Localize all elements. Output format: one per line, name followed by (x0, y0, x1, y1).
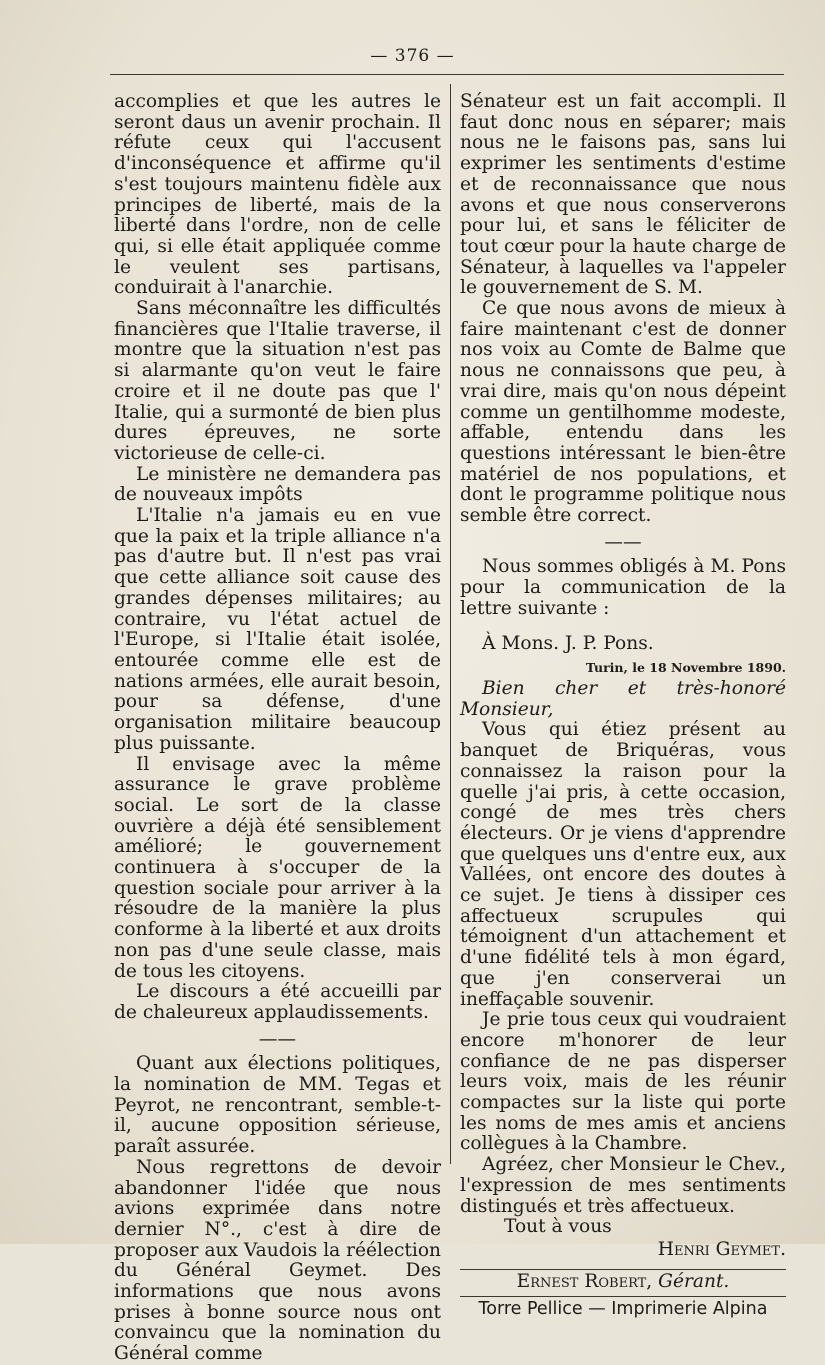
paragraph: accomplies et que les autres le seront daus un avenir prochain. Il réfute ceux qui l'accusent d'inconséquence et affirme qu'il s'est toujours maintenu fidèle aux principes de liberté, mais de la liberté dans l'ordre, non de celle qui, si elle était appliquée comme le veulent ses partisans, conduirait à l'anarchie. (114, 91, 441, 299)
paragraph: L'Italie n'a jamais eu en vue que la paix et la triple alliance n'a pas d'autre but. Il n'est pas vrai que cette alliance soit cause des grandes dépenses militaires; au contraire, vu l'état actuel de l'Europe, si l'Italie était isolée, entourée comme elle est de nations armées, elle aurait besoin, pour sa défense, d'une organisation militaire beaucoup plus puissante. (114, 505, 441, 754)
paragraph: Sans méconnaître les difficultés financières que l'Italie traverse, il montre que la situation n'est pas si alarmante qu'on veut le faire croire et il ne doute pas que l' Italie, qui a surmonté de bien plus dures épreuves, ne sorte victorieuse de celle-ci. (114, 298, 441, 464)
letter-paragraph: Vous qui étiez présent au banquet de Briquéras, vous connaissez la raison pour la quelle j'ai pris, à cette occasion, congé de mes très chers électeurs. Or je viens d'apprendre que quelques uns d'entre eux, aux Vallées, ont encore des doutes à ce sujet. Je tiens à dissiper ces affectueux scrupules qui témoignent d'un attachement et d'une fidélité tels à mon égard, que j'en conserverai un ineffaçable souvenir. (460, 719, 786, 1010)
paragraph: Sénateur est un fait accompli. Il faut donc nous en séparer; mais nous ne le faisons pas, sans lui exprimer les sentiments d'estime et de reconnaissance que nous avons et que nous conserverons pour lui, et sans le féliciter de tout cœur pour la haute charge de Sénateur, à laquelles va l'appeler le gouvernement de S. M. (460, 91, 786, 299)
section-separator: —— (604, 531, 642, 553)
paragraph: Le discours a été accueilli par de chaleureux applaudissements. (114, 981, 441, 1023)
right-column (460, 92, 786, 1320)
letter-closing: Tout à vous (504, 1216, 612, 1238)
gerant-name: Ernest Robert, (516, 1270, 653, 1292)
letter-paragraph: Agréez, cher Monsieur le Chev., l'expression de mes sentiments distingués et très affectueux. (460, 1154, 786, 1217)
page-number: — 376 — (370, 46, 455, 66)
printer-imprint: Torre Pellice — Imprimerie Alpina (460, 1296, 786, 1320)
letter-salutation: Bien cher et très-honoré Monsieur, (460, 677, 786, 720)
gerant-line (460, 1269, 786, 1293)
paragraph: Le ministère ne demandera pas de nouveaux impôts (114, 463, 441, 506)
letter-signature: Henri Geymet. (657, 1238, 786, 1260)
letter-paragraph: Je prie tous ceux qui voudraient encore m'honorer de leur confiance de ne pas disperser leurs voix, mais de les réunir compactes sur la liste qui porte les noms de mes amis et anciens collègues à la Chambre. (460, 1009, 786, 1155)
gerant-title: Gérant. (658, 1270, 730, 1292)
paragraph: Nous sommes obligés à M. Pons pour la communication de la lettre suivante : (460, 556, 786, 619)
column-divider (450, 84, 451, 1164)
section-separator: —— (258, 1028, 297, 1050)
paragraph: Il envisage avec la même assurance le grave problème social. Le sort de la classe ouvrière a déjà été sensiblement amélioré; le gouvernement continuera à s'occuper de la question sociale pour arriver à la résoudre de la manière la plus conforme à la liberté et aux droits non pas d'une seule classe, mais de tous les citoyens. (114, 753, 441, 982)
header-rule (110, 74, 784, 75)
letter-dateline: Turin, le 18 Novembre 1890. (585, 660, 786, 676)
paragraph: Quant aux élections politiques, la nomination de MM. Tegas et Peyrot, ne rencontrant, semble-t-il, aucune opposition sérieuse, paraît assurée. (114, 1053, 441, 1158)
left-column (114, 92, 441, 1365)
paragraph: Ce que nous avons de mieux à faire maintenant c'est de donner nos voix au Comte de Balme que nous ne connaissons que peu, à vrai dire, mais qu'on nous dépeint comme un gentilhomme modeste, affable, entendu dans les questions intéressant le bien-être matériel de nos populations, et dont le programme politique nous semble être correct. (460, 298, 786, 527)
paragraph: Nous regrettons de devoir abandonner l'idée que nous avions exprimée dans notre dernier N°., c'est à dire de proposer aux Vaudois la réélection du Général Geymet. Des informations que nous avons prises à bonne source nous ont convaincu que la nomination du Général comme (114, 1156, 441, 1365)
letter-recipient: À Mons. J. P. Pons. (482, 632, 654, 654)
